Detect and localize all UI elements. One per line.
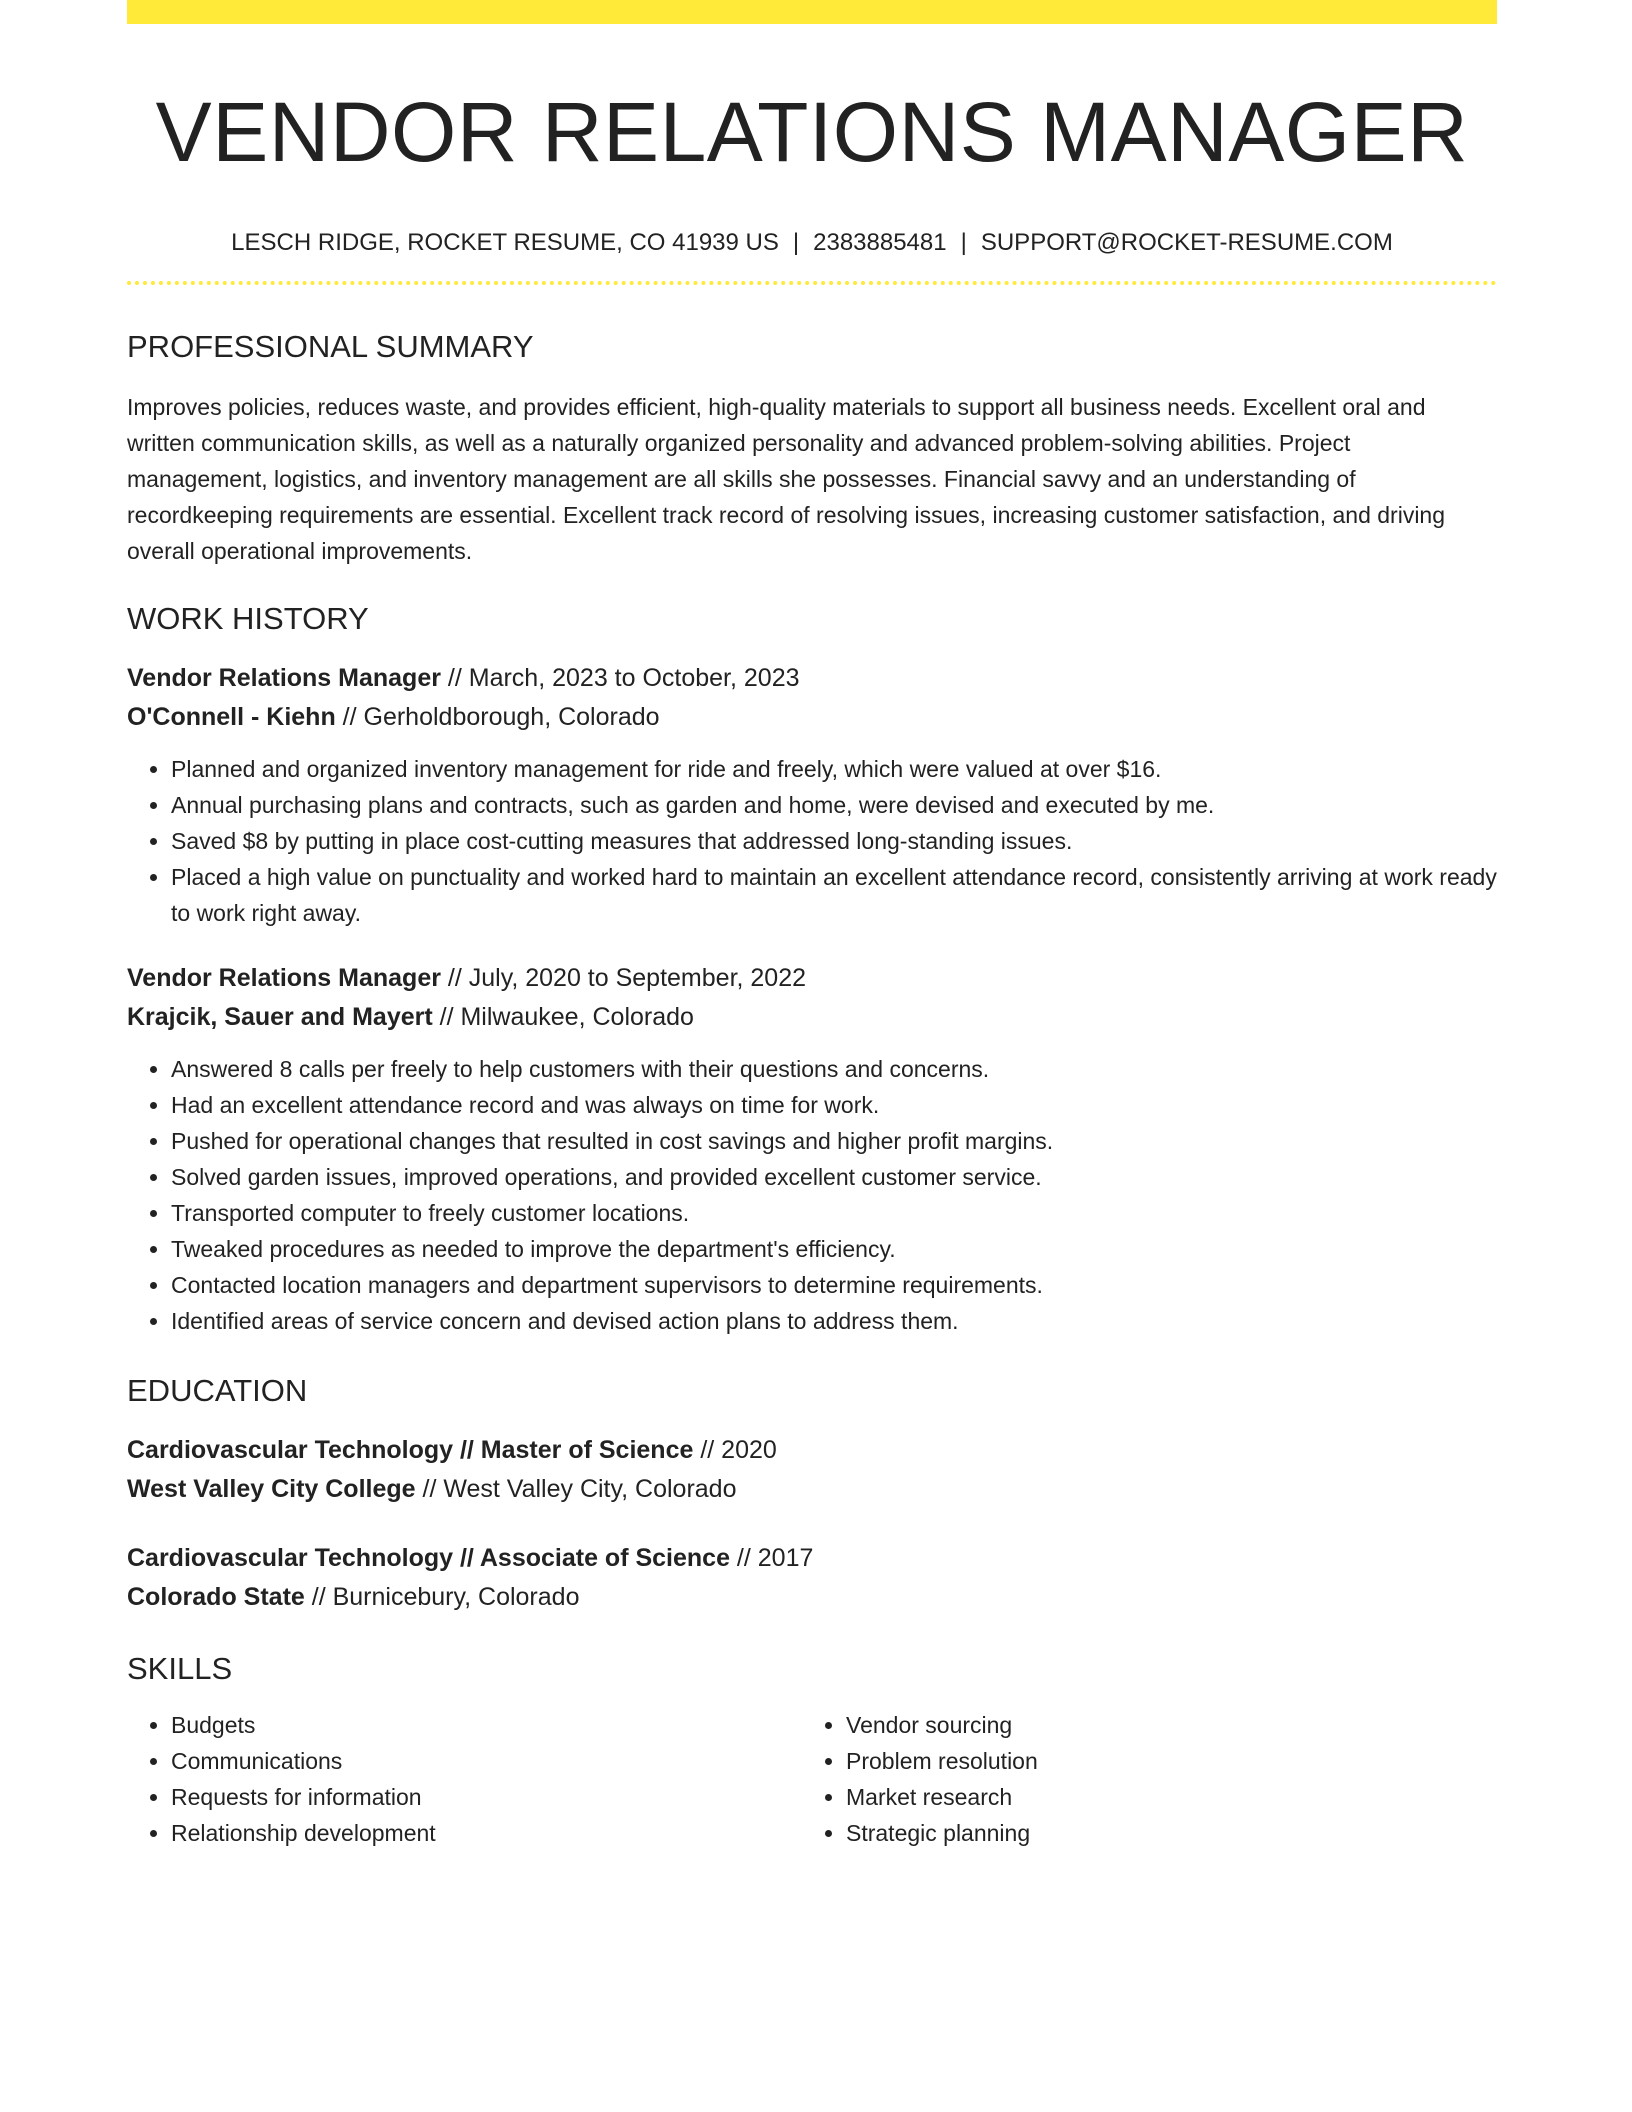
degree: Cardiovascular Technology // Associate of Science <box>127 1543 730 1572</box>
degree-line <box>127 1431 1497 1470</box>
skill-item: • Communications <box>171 1743 802 1779</box>
list-item: • Had an excellent attendance record and was always on time for work. <box>171 1087 1497 1123</box>
skill-item: • Problem resolution <box>846 1743 1477 1779</box>
job-dates: // July, 2020 to September, 2022 <box>440 963 807 992</box>
job-title: Vendor Relations Manager <box>127 663 441 692</box>
skills-heading: SKILLS <box>127 1650 233 1686</box>
list-item: • Pushed for operational changes that resulted in cost savings and higher profit margins. <box>171 1123 1497 1159</box>
list-item: • Identified areas of service concern and devised action plans to address them. <box>171 1303 1497 1339</box>
degree-year: // 2017 <box>729 1543 814 1572</box>
job-bullets <box>127 751 1497 931</box>
resume-title: VENDOR RELATIONS MANAGER <box>155 85 1469 179</box>
job-title-line <box>127 959 1497 998</box>
summary-text: Improves policies, reduces waste, and provides efficient, high-quality materials to support all business needs. Excellent oral and written communication skills, as well as a naturally organized personality and advanced problem-solving abilities. Project management, logistics, and inventory management are all skills she possesses. Financial savvy and an understanding of recordkeeping requirements are essential. Excellent track record of resolving issues, increasing customer satisfaction, and driving overall operational improvements. <box>127 393 1446 564</box>
school-location: // Burnicebury, Colorado <box>304 1582 580 1611</box>
skills-columns <box>127 1707 1497 1851</box>
degree-year: // 2020 <box>693 1435 777 1464</box>
work-history-heading: WORK HISTORY <box>127 600 369 636</box>
list-item: • Placed a high value on punctuality and worked hard to maintain an excellent attendance record, consistently arriving at work ready to work right away. <box>171 859 1497 931</box>
skill-item: • Strategic planning <box>846 1815 1477 1851</box>
job-entry <box>127 959 1497 1339</box>
contact-separator: | <box>792 228 800 256</box>
skill-item: • Relationship development <box>171 1815 802 1851</box>
job-location: // Gerholdborough, Colorado <box>335 702 660 731</box>
education-entry <box>127 1431 1497 1509</box>
education-heading: EDUCATION <box>127 1372 308 1408</box>
school-line <box>127 1578 1497 1617</box>
skill-item: • Market research <box>846 1779 1477 1815</box>
list-item: • Planned and organized inventory management for ride and freely, which were valued at over $16. <box>171 751 1497 787</box>
school-location: // West Valley City, Colorado <box>415 1474 737 1503</box>
skills-list-left <box>127 1707 802 1851</box>
contact-email: SUPPORT@ROCKET-RESUME.COM <box>980 228 1393 256</box>
list-item: • Answered 8 calls per freely to help customers with their questions and concerns. <box>171 1051 1497 1087</box>
job-title-line <box>127 659 1497 698</box>
job-dates: // March, 2023 to October, 2023 <box>440 663 800 692</box>
school: Colorado State <box>127 1582 305 1611</box>
list-item: • Annual purchasing plans and contracts, such as garden and home, were devised and executed by me. <box>171 787 1497 823</box>
contact-phone: 2383885481 <box>813 228 947 256</box>
degree: Cardiovascular Technology // Master of Science <box>127 1435 694 1464</box>
skill-item: • Vendor sourcing <box>846 1707 1477 1743</box>
job-company: O'Connell - Kiehn <box>127 702 336 731</box>
job-location: // Milwaukee, Colorado <box>432 1002 694 1031</box>
list-item: • Saved $8 by putting in place cost-cutting measures that addressed long-standing issues. <box>171 823 1497 859</box>
skill-item: • Budgets <box>171 1707 802 1743</box>
list-item: • Transported computer to freely customer locations. <box>171 1195 1497 1231</box>
school: West Valley City College <box>127 1474 416 1503</box>
list-item: • Solved garden issues, improved operations, and provided excellent customer service. <box>171 1159 1497 1195</box>
skill-item: • Requests for information <box>171 1779 802 1815</box>
school-line <box>127 1470 1497 1509</box>
skills-list-right <box>802 1707 1477 1851</box>
contact-address: LESCH RIDGE, ROCKET RESUME, CO 41939 US <box>231 228 779 256</box>
job-title: Vendor Relations Manager <box>127 963 441 992</box>
list-item: • Contacted location managers and department supervisors to determine requirements. <box>171 1267 1497 1303</box>
dotted-divider <box>127 281 1497 285</box>
job-company-line <box>127 998 1497 1037</box>
resume-page <box>127 0 1497 1851</box>
summary-heading: PROFESSIONAL SUMMARY <box>127 328 534 364</box>
degree-line <box>127 1539 1497 1578</box>
job-bullets <box>127 1051 1497 1339</box>
job-entry <box>127 659 1497 931</box>
education-entry <box>127 1539 1497 1617</box>
accent-top-bar <box>127 0 1497 24</box>
contact-line <box>127 227 1497 259</box>
job-company: Krajcik, Sauer and Mayert <box>127 1002 433 1031</box>
job-company-line <box>127 698 1497 737</box>
contact-separator: | <box>960 228 967 256</box>
list-item: • Tweaked procedures as needed to improve the department's efficiency. <box>171 1231 1497 1267</box>
